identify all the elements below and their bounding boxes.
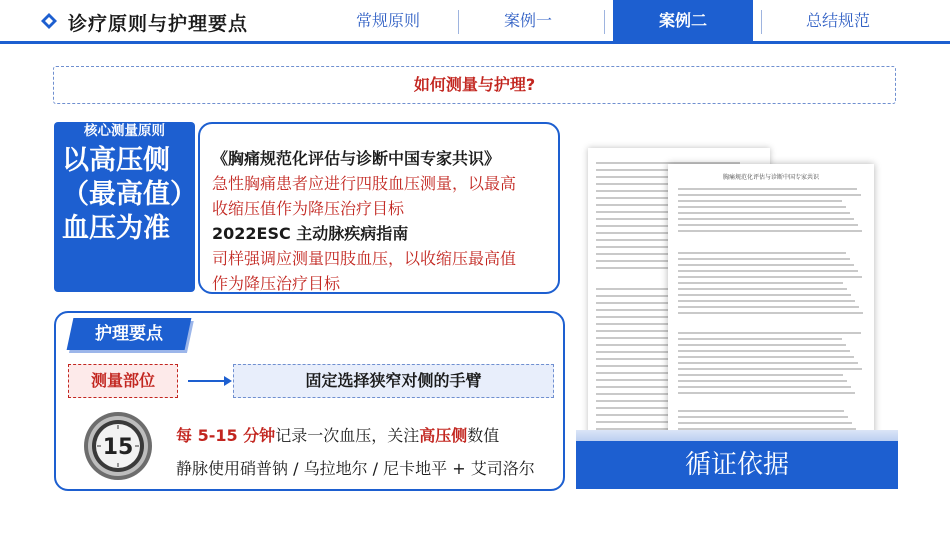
guideline-text-line: 作为降压治疗目标 bbox=[212, 274, 341, 293]
header-divider bbox=[0, 41, 950, 44]
document-text-line bbox=[678, 374, 843, 376]
document-title: 胸痛规范化评估与诊断中国专家共识 bbox=[722, 174, 819, 181]
tab-separator bbox=[761, 10, 762, 34]
core-principle-card bbox=[54, 122, 195, 292]
document-text-line bbox=[678, 264, 854, 266]
consensus-source: 《胸痛规范化评估与诊断中国专家共识》 bbox=[212, 149, 501, 168]
document-text-line bbox=[678, 416, 848, 418]
document-text-line bbox=[678, 410, 844, 412]
diamond-logo-icon bbox=[40, 12, 58, 30]
header-bar bbox=[0, 0, 950, 42]
consensus-text-line: 急性胸痛患者应进行四肢血压测量，以最高 bbox=[212, 174, 517, 193]
document-text-line bbox=[678, 194, 861, 196]
document-text-line bbox=[678, 300, 855, 302]
guideline-source: 2022ESC 主动脉疾病指南 bbox=[212, 224, 409, 243]
page-title: 诊疗原则与护理要点 bbox=[68, 13, 249, 35]
interval-value: 每 5-15 分钟 bbox=[176, 426, 276, 445]
document-text-line bbox=[678, 224, 858, 226]
document-text-line bbox=[678, 258, 850, 260]
interval-middle: 记录一次血压，关注 bbox=[275, 426, 420, 445]
document-text-line bbox=[678, 270, 858, 272]
measurement-site-label: 测量部位 bbox=[68, 364, 178, 398]
document-text-line bbox=[678, 362, 858, 364]
document-text-line bbox=[678, 212, 850, 214]
document-text-line bbox=[678, 188, 857, 190]
guideline-text-line: 司样强调应测量四肢血压，以收缩压最高值 bbox=[212, 249, 517, 268]
document-text-line bbox=[678, 338, 842, 340]
document-text-line bbox=[678, 422, 852, 424]
interval-instruction bbox=[176, 423, 499, 446]
tab-general-principles[interactable]: 常规原则 bbox=[355, 11, 420, 30]
document-text-line bbox=[678, 252, 846, 254]
high-side-text: 高压侧 bbox=[419, 426, 468, 445]
drug-list: 静脉使用硝普钠 / 乌拉地尔 / 尼卡地平 + 艾司洛尔 bbox=[176, 459, 535, 478]
document-text-line bbox=[678, 276, 862, 278]
document-text-line bbox=[678, 200, 842, 202]
document-text-line bbox=[678, 288, 847, 290]
document-text-line bbox=[678, 386, 851, 388]
tab-separator bbox=[458, 10, 459, 34]
document-text-line bbox=[678, 332, 861, 334]
tab-summary[interactable]: 总结规范 bbox=[805, 11, 870, 30]
document-text-line bbox=[678, 294, 851, 296]
document-text-line bbox=[678, 218, 854, 220]
question-banner: 如何测量与护理? bbox=[53, 66, 896, 104]
document-page-front bbox=[668, 164, 874, 462]
document-text-line bbox=[678, 356, 854, 358]
document-text-line bbox=[678, 312, 863, 314]
tab-case-one[interactable]: 案例一 bbox=[503, 11, 552, 30]
document-text-line bbox=[678, 206, 846, 208]
interval-end: 数值 bbox=[467, 426, 500, 445]
core-principle-label: 核心测量原则 bbox=[84, 123, 165, 139]
arrow-right-icon bbox=[188, 380, 230, 382]
consensus-text-line: 收缩压值作为降压治疗目标 bbox=[212, 199, 405, 218]
document-text-line bbox=[678, 230, 862, 232]
tab-separator bbox=[604, 10, 605, 34]
document-text-line bbox=[678, 344, 846, 346]
evidence-label: 循证依据 bbox=[576, 441, 898, 489]
timer-number: 15 bbox=[102, 435, 134, 460]
document-text-line bbox=[678, 306, 859, 308]
nursing-points-tag: 护理要点 bbox=[67, 318, 192, 350]
measurement-site-value: 固定选择狭窄对侧的手臂 bbox=[233, 364, 554, 398]
stopwatch-icon bbox=[82, 410, 154, 482]
consensus-quote-box bbox=[198, 122, 560, 294]
core-principle-text: 以高压侧（最高值）血压为准 bbox=[62, 145, 184, 244]
document-text-line bbox=[678, 350, 850, 352]
document-text-line bbox=[678, 392, 855, 394]
document-text-line bbox=[678, 282, 843, 284]
document-text-line bbox=[678, 380, 847, 382]
tab-case-two[interactable]: 案例二 bbox=[613, 0, 753, 42]
document-text-line bbox=[678, 368, 862, 370]
